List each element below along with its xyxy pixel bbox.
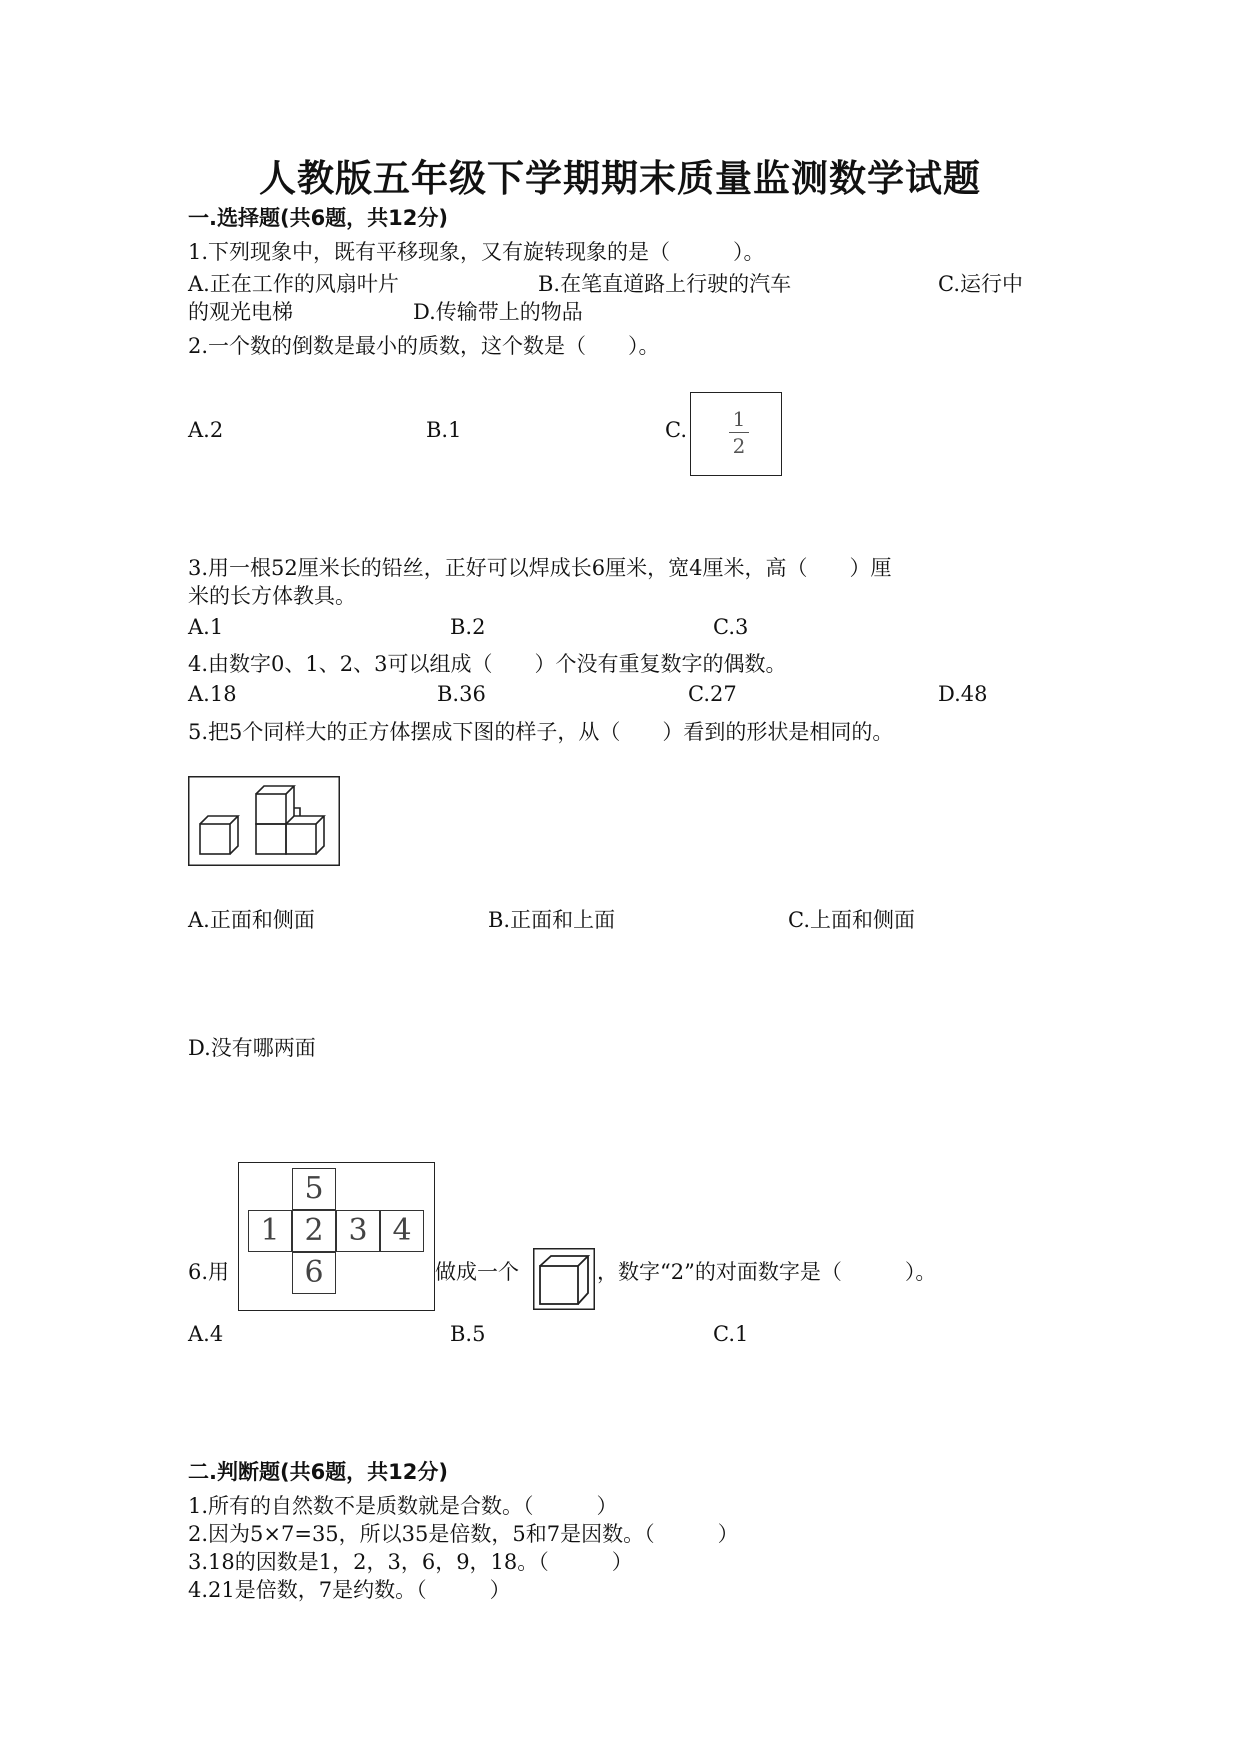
q1-option-b: B.在笔直道路上行驶的汽车 <box>538 272 792 296</box>
cube-icon <box>533 1248 595 1310</box>
q2-option-a: A.2 <box>188 418 224 442</box>
q6-prefix: 6.用 <box>188 1260 230 1284</box>
q2-option-b: B.1 <box>426 418 462 442</box>
section-heading-judgment: 二.判断题(共6题，共12分) <box>188 1460 449 1484</box>
q6-suffix: ，数字“2”的对面数字是（ ）。 <box>597 1260 937 1284</box>
net-face-3: 3 <box>336 1210 380 1252</box>
q5-option-b: B.正面和上面 <box>488 908 616 932</box>
q3-option-c: C.3 <box>713 615 749 639</box>
cubes-figure <box>188 776 340 866</box>
q4-option-c: C.27 <box>688 682 737 706</box>
section-heading-choice: 一.选择题(共6题，共12分) <box>188 206 449 230</box>
q1-option-c-part2: 的观光电梯 <box>188 300 293 324</box>
cube-net-image <box>238 1162 435 1311</box>
q5-option-d: D.没有哪两面 <box>188 1036 316 1060</box>
q4-option-a: A.18 <box>188 682 237 706</box>
net-face-1: 1 <box>248 1210 292 1252</box>
q6-option-c: C.1 <box>713 1322 749 1346</box>
q1-option-a: A.正在工作的风扇叶片 <box>188 272 399 296</box>
q1-option-c-part1: C.运行中 <box>938 272 1023 296</box>
q2-option-c: C. <box>665 418 687 442</box>
q4-stem: 4.由数字0、1、2、3可以组成（ ）个没有重复数字的偶数。 <box>188 652 787 676</box>
q6-middle: 做成一个 <box>435 1260 519 1284</box>
q1-stem: 1.下列现象中，既有平移现象，又有旋转现象的是（ ）。 <box>188 240 765 264</box>
judgment-item-2: 2.因为5×7=35，所以35是倍数，5和7是因数。（ ） <box>188 1522 739 1546</box>
judgment-item-3: 3.18的因数是1，2，3，6，9，18。（ ） <box>188 1550 633 1574</box>
q5-option-c: C.上面和侧面 <box>788 908 915 932</box>
net-face-4: 4 <box>380 1210 424 1252</box>
net-face-bottom: 6 <box>292 1252 336 1294</box>
judgment-item-1: 1.所有的自然数不是质数就是合数。（ ） <box>188 1494 618 1518</box>
net-face-2: 2 <box>292 1210 336 1252</box>
q2-stem: 2.一个数的倒数是最小的质数，这个数是（ ）。 <box>188 334 660 358</box>
q6-option-a: A.4 <box>188 1322 224 1346</box>
q6-option-b: B.5 <box>450 1322 486 1346</box>
q5-option-a: A.正面和侧面 <box>188 908 315 932</box>
fraction-numerator: 1 <box>732 407 746 431</box>
q3-option-a: A.1 <box>188 615 224 639</box>
q3-option-b: B.2 <box>450 615 486 639</box>
page-title: 人教版五年级下学期期末质量监测数学试题 <box>259 157 981 200</box>
q3-stem-line2: 米的长方体教具。 <box>188 584 356 608</box>
fraction-denominator: 2 <box>732 434 746 458</box>
q4-option-d: D.48 <box>938 682 988 706</box>
q3-stem-line1: 3.用一根52厘米长的铅丝，正好可以焊成长6厘米，宽4厘米，高（ ）厘 <box>188 556 892 580</box>
fraction-image <box>690 392 782 476</box>
q5-stem: 5.把5个同样大的正方体摆成下图的样子，从（ ）看到的形状是相同的。 <box>188 720 894 744</box>
q4-option-b: B.36 <box>437 682 486 706</box>
judgment-item-4: 4.21是倍数，7是约数。（ ） <box>188 1578 511 1602</box>
q1-option-d: D.传输带上的物品 <box>413 300 583 324</box>
net-face-top: 5 <box>292 1168 336 1210</box>
